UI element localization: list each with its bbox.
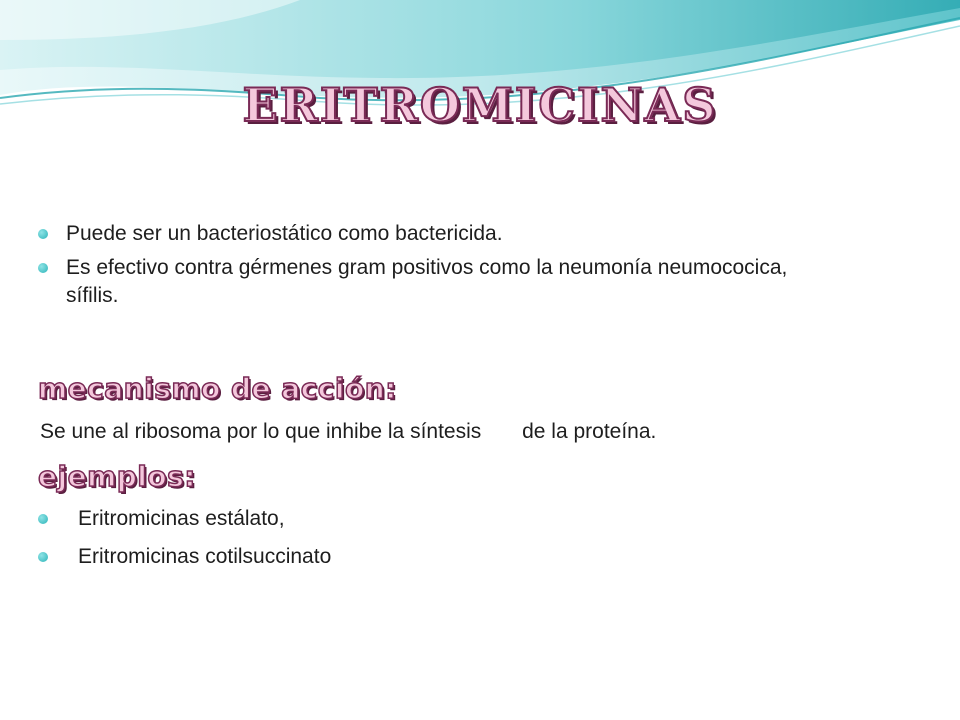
example-text: Eritromicinas cotilsuccinato [78,545,332,568]
list-item [38,254,918,310]
bullet-dot-icon [38,552,48,562]
intro-bullet-list [38,220,918,316]
bullet-text: Puede ser un bacteriostático como bactericida. [66,222,503,245]
mechanism-heading: mecanismo de acción: [38,372,397,405]
examples-heading: ejemplos: [38,460,196,493]
bullet-dot-icon [38,514,48,524]
list-item [38,220,918,248]
bullet-text: Es efectivo contra gérmenes gram positivos como la neumonía neumococica, [66,256,788,279]
slide-title: ERITROMICINAS [242,78,718,132]
bullet-dot-icon [38,229,48,239]
list-item [38,543,331,571]
mechanism-text: Se une al ribosoma por lo que inhibe la síntesis de la proteína. [40,420,657,443]
example-text: Eritromicinas estálato, [78,507,285,530]
examples-list [38,505,331,581]
bullet-dot-icon [38,263,48,273]
bullet-text-continuation: sífilis. [66,284,119,307]
list-item [38,505,331,533]
